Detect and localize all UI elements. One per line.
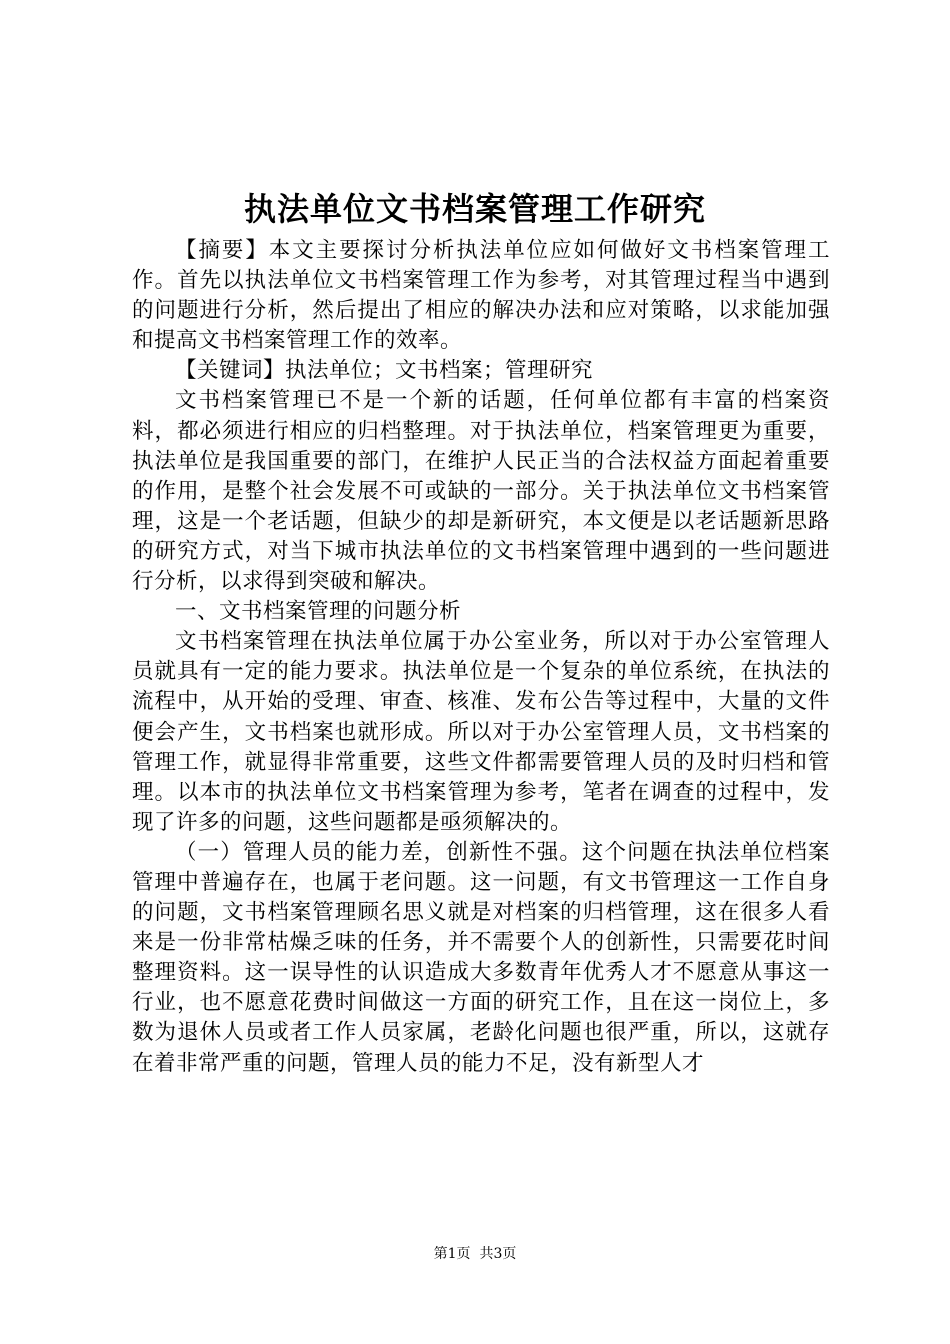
document-title: 执法单位文书档案管理工作研究 bbox=[243, 190, 706, 228]
page-total: 共3页 bbox=[479, 1246, 517, 1262]
abstract-paragraph: 【摘要】本文主要探讨分析执法单位应如何做好文书档案管理工作。首先以执法单位文书档案管理工作为参考，对其管理过程当中遇到的问题进行分析，然后提出了相应的解决办法和应对策略，以求能加强和提高文书档案管理工作的效率。 bbox=[132, 238, 830, 354]
page-number: 第1页 bbox=[433, 1246, 471, 1262]
body-paragraph: （一）管理人员的能力差，创新性不强。这个问题在执法单位档案管理中普遍存在，也属于老问题。这一问题，有文书管理这一工作自身的问题，文书档案管理顾名思义就是对档案的归档管理，这在很多人看来是一份非常枯燥乏味的任务，并不需要个人的创新性，只需要花时间整理资料。这一误导性的认识造成大多数青年优秀人才不愿意从事这一行业，也不愿意花费时间做这一方面的研究工作，且在这一岗位上，多数为退休人员或者工作人员家属，老龄化问题也很严重，所以，这就存在着非常严重的问题，管理人员的能力不足，没有新型人才 bbox=[132, 839, 830, 1076]
intro-paragraph: 文书档案管理已不是一个新的话题，任何单位都有丰富的档案资料，都必须进行相应的归档整理。对于执法单位，档案管理更为重要，执法单位是我国重要的部门，在维护人民正当的合法权益方面起着重要的作用，是整个社会发展不可或缺的一部分。关于执法单位文书档案管理，这是一个老话题，但缺少的却是新研究，本文便是以老话题新思路的研究方式，对当下城市执法单位的文书档案管理中遇到的一些问题进行分析，以求得到突破和解决。 bbox=[132, 388, 830, 595]
body-paragraph: 文书档案管理在执法单位属于办公室业务，所以对于办公室管理人员就具有一定的能力要求。执法单位是一个复杂的单位系统，在执法的流程中，从开始的受理、审查、核准、发布公告等过程中，大量的文件便会产生，文书档案也就形成。所以对于办公室管理人员，文书档案的管理工作，就显得非常重要，这些文件都需要管理人员的及时归档和管理。以本市的执法单位文书档案管理为参考，笔者在调查的过程中，发现了许多的问题，这些问题都是亟须解决的。 bbox=[132, 629, 830, 835]
page-footer bbox=[0, 1244, 950, 1264]
document-body bbox=[132, 236, 830, 1079]
section-heading: 一、文书档案管理的问题分析 bbox=[175, 599, 462, 625]
keywords-paragraph: 【关键词】执法单位；文书档案；管理研究 bbox=[175, 358, 594, 384]
